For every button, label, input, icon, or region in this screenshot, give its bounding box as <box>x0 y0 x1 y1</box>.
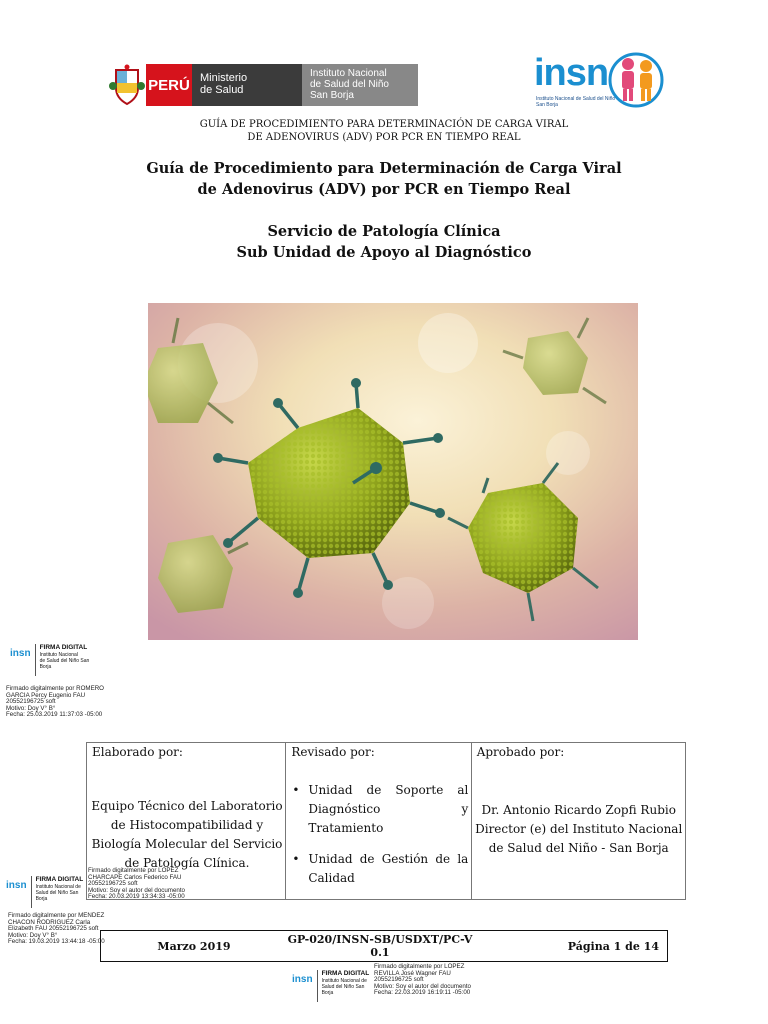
firma-digital-title: FIRMA DIGITAL <box>39 644 88 651</box>
list-item: • Unidad de Gestión de la Calidad <box>286 850 472 888</box>
page-footer <box>100 930 668 962</box>
ministry-name: Ministerio de Salud <box>192 64 302 106</box>
elaborado-body: Equipo Técnico del Laboratorio de Histocompatibilidad y Biología Molecular del Servicio de Patología Clínica. <box>91 799 283 870</box>
signature-text-romero: Firmado digitalmente por ROMERO GARCIA Percy Eugenio FAU 20552196725 soft Motivo: Doy V° B° Fecha: 25.03.2019 11:37:03 -05:00 <box>6 685 104 719</box>
firma-digital-title: FIRMA DIGITAL <box>35 876 84 883</box>
revisado-column <box>286 743 471 899</box>
footer-code: GP-020/INSN-SB/USDXT/PC-V 0.1 <box>287 933 473 959</box>
insn-mini-logo: insn <box>10 648 31 659</box>
signature-stamp-logo: insn FIRMA DIGITAL Instituto Nacional de Salud del Niño San Borja <box>10 644 89 676</box>
peru-coat-of-arms-icon <box>108 64 146 106</box>
list-item: • Unidad de Soporte al Diagnóstico y Tratamiento <box>286 781 472 838</box>
firma-digital-title: FIRMA DIGITAL <box>321 970 370 977</box>
insn-logo-text: insn <box>534 52 609 94</box>
signature-text-lopez-revilla: Firmado digitalmente por LOPEZ REVILLA José Wagner FAU 20552196725 soft Motivo: Soy el autor del documento Fecha: 22.03.2019 16:19:11 -05:00 <box>374 963 471 997</box>
signature-stamp-logo: insn FIRMA DIGITAL Instituto Nacional de Salud del Niño San Borja <box>6 876 83 908</box>
signature-text-mendez: Firmado digitalmente por MENDEZ CHACON RODRIGUEZ Carla Elizabeth FAU 20552196725 soft Motivo: Doy V° B° Fecha: 19.03.2019 13:44:18 -05:00 <box>8 912 105 946</box>
insn-logo <box>534 44 664 114</box>
aprobado-body: Dr. Antonio Ricardo Zopfi Rubio Director (e) del Instituto Nacional de Salud del Niño - San Borja <box>475 803 683 855</box>
signature-text-lopez-charcape: Firmado digitalmente por LOPEZ CHARCAPE Carlos Federico FAU 20552196725 soft Motivo: Soy el autor del documento Fecha: 20.03.2019 13:34:33 -05:00 <box>88 867 185 901</box>
elaborado-label: Elaborado por: <box>92 745 183 759</box>
insn-logo-subtitle: Instituto Nacional de Salud del Niño San Borja <box>536 96 616 108</box>
adenovirus-illustration <box>148 303 638 640</box>
revisado-list <box>286 781 472 888</box>
minsa-logo <box>108 64 424 106</box>
footer-page-number: Página 1 de 14 <box>567 939 659 953</box>
signature-stamp-logo: insn FIRMA DIGITAL Instituto Nacional de Salud del Niño San Borja <box>292 970 369 1002</box>
children-icon <box>608 44 664 114</box>
peru-label: PERÚ <box>146 64 192 106</box>
insn-mini-logo: insn <box>6 880 27 891</box>
revisado-label: Revisado por: <box>291 745 375 759</box>
document-subtitle: Servicio de Patología Clínica Sub Unidad de Apoyo al Diagnóstico <box>236 223 532 261</box>
footer-date: Marzo 2019 <box>157 939 231 953</box>
aprobado-column <box>472 743 685 899</box>
aprobado-label: Aprobado por: <box>476 745 565 759</box>
insn-mini-logo: insn <box>292 974 313 985</box>
institute-name: Instituto Nacional de Salud del Niño San Borja <box>302 64 418 106</box>
document-title: Guía de Procedimiento para Determinación de Carga Viral de Adenovirus (ADV) por PCR en Tiempo Real <box>146 160 622 198</box>
running-header: GUÍA DE PROCEDIMIENTO PARA DETERMINACIÓN DE CARGA VIRAL DE ADENOVIRUS (ADV) POR PCR EN TIEMPO REAL <box>199 119 569 143</box>
